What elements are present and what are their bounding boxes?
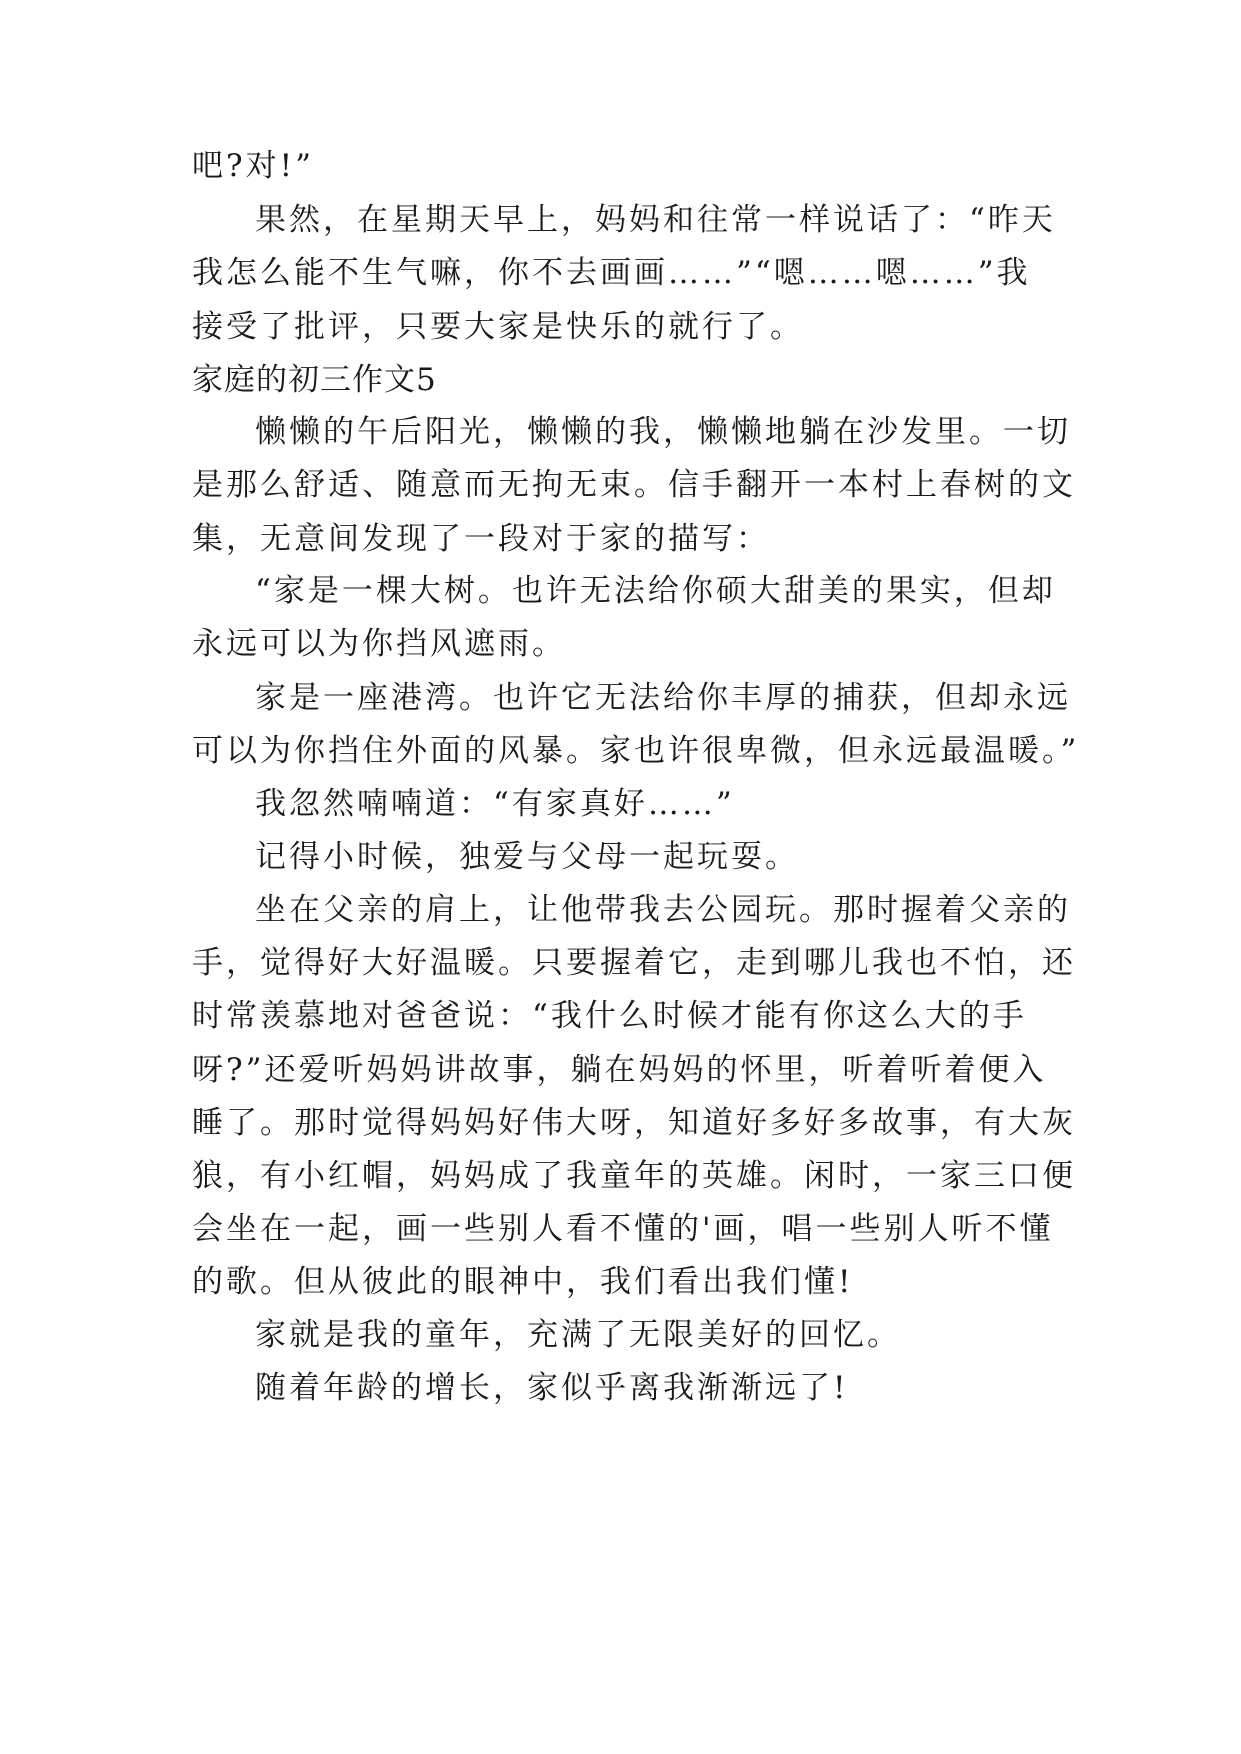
paragraph-line: 我忽然喃喃道：“有家真好……” (255, 786, 735, 822)
text-line: 睡了。那时觉得妈妈好伟大呀，知道好多好多故事，有大灰 (192, 1105, 1076, 1141)
text-line: 时常羡慕地对爸爸说：“我什么时候才能有你这么大的手 (192, 998, 1027, 1034)
section-heading: 家庭的初三作文5 (192, 362, 437, 398)
text-line: 永远可以为你挡风遮雨。 (192, 626, 566, 662)
paragraph-line: 懒懒的午后阳光，懒懒的我，懒懒地躺在沙发里。一切 (255, 414, 1071, 450)
paragraph-line: 家就是我的童年，充满了无限美好的回忆。 (255, 1317, 901, 1353)
paragraph-line: 随着年龄的增长，家似乎离我渐渐远了! (255, 1370, 849, 1406)
text-line: 是那么舒适、随意而无拘无束。信手翻开一本村上春树的文 (192, 467, 1076, 503)
text-line: 接受了批评，只要大家是快乐的就行了。 (192, 309, 804, 345)
paragraph-line: 家是一座港湾。也许它无法给你丰厚的捕获，但却永远 (255, 680, 1071, 716)
text-line: 手，觉得好大好温暖。只要握着它，走到哪儿我也不怕，还 (192, 945, 1076, 981)
quote-line: “家是一棵大树。也许无法给你硕大甜美的果实，但却 (255, 573, 1056, 609)
text-line: 我怎么能不生气嘛，你不去画画……”“嗯……嗯……”我 (192, 255, 1031, 291)
text-line: 会坐在一起，画一些别人看不懂的'画，唱一些别人听不懂 (192, 1211, 1054, 1247)
paragraph-line: 记得小时候，独爱与父母一起玩耍。 (255, 839, 799, 875)
text-line: 狼，有小红帽，妈妈成了我童年的英雄。闲时，一家三口便 (192, 1158, 1076, 1194)
text-line: 的歌。但从彼此的眼神中，我们看出我们懂! (192, 1264, 854, 1300)
paragraph-line: 坐在父亲的肩上，让他带我去公园玩。那时握着父亲的 (255, 892, 1071, 928)
text-line: 吧?对!” (192, 148, 314, 184)
text-line: 呀?”还爱听妈妈讲故事，躺在妈妈的怀里，听着听着便入 (192, 1052, 1047, 1088)
text-line: 可以为你挡住外面的风暴。家也许很卑微，但永远最温暖。” (192, 733, 1080, 769)
paragraph-line: 果然，在星期天早上，妈妈和往常一样说话了：“昨天 (255, 202, 1056, 238)
text-line: 集，无意间发现了一段对于家的描写： (192, 521, 770, 557)
